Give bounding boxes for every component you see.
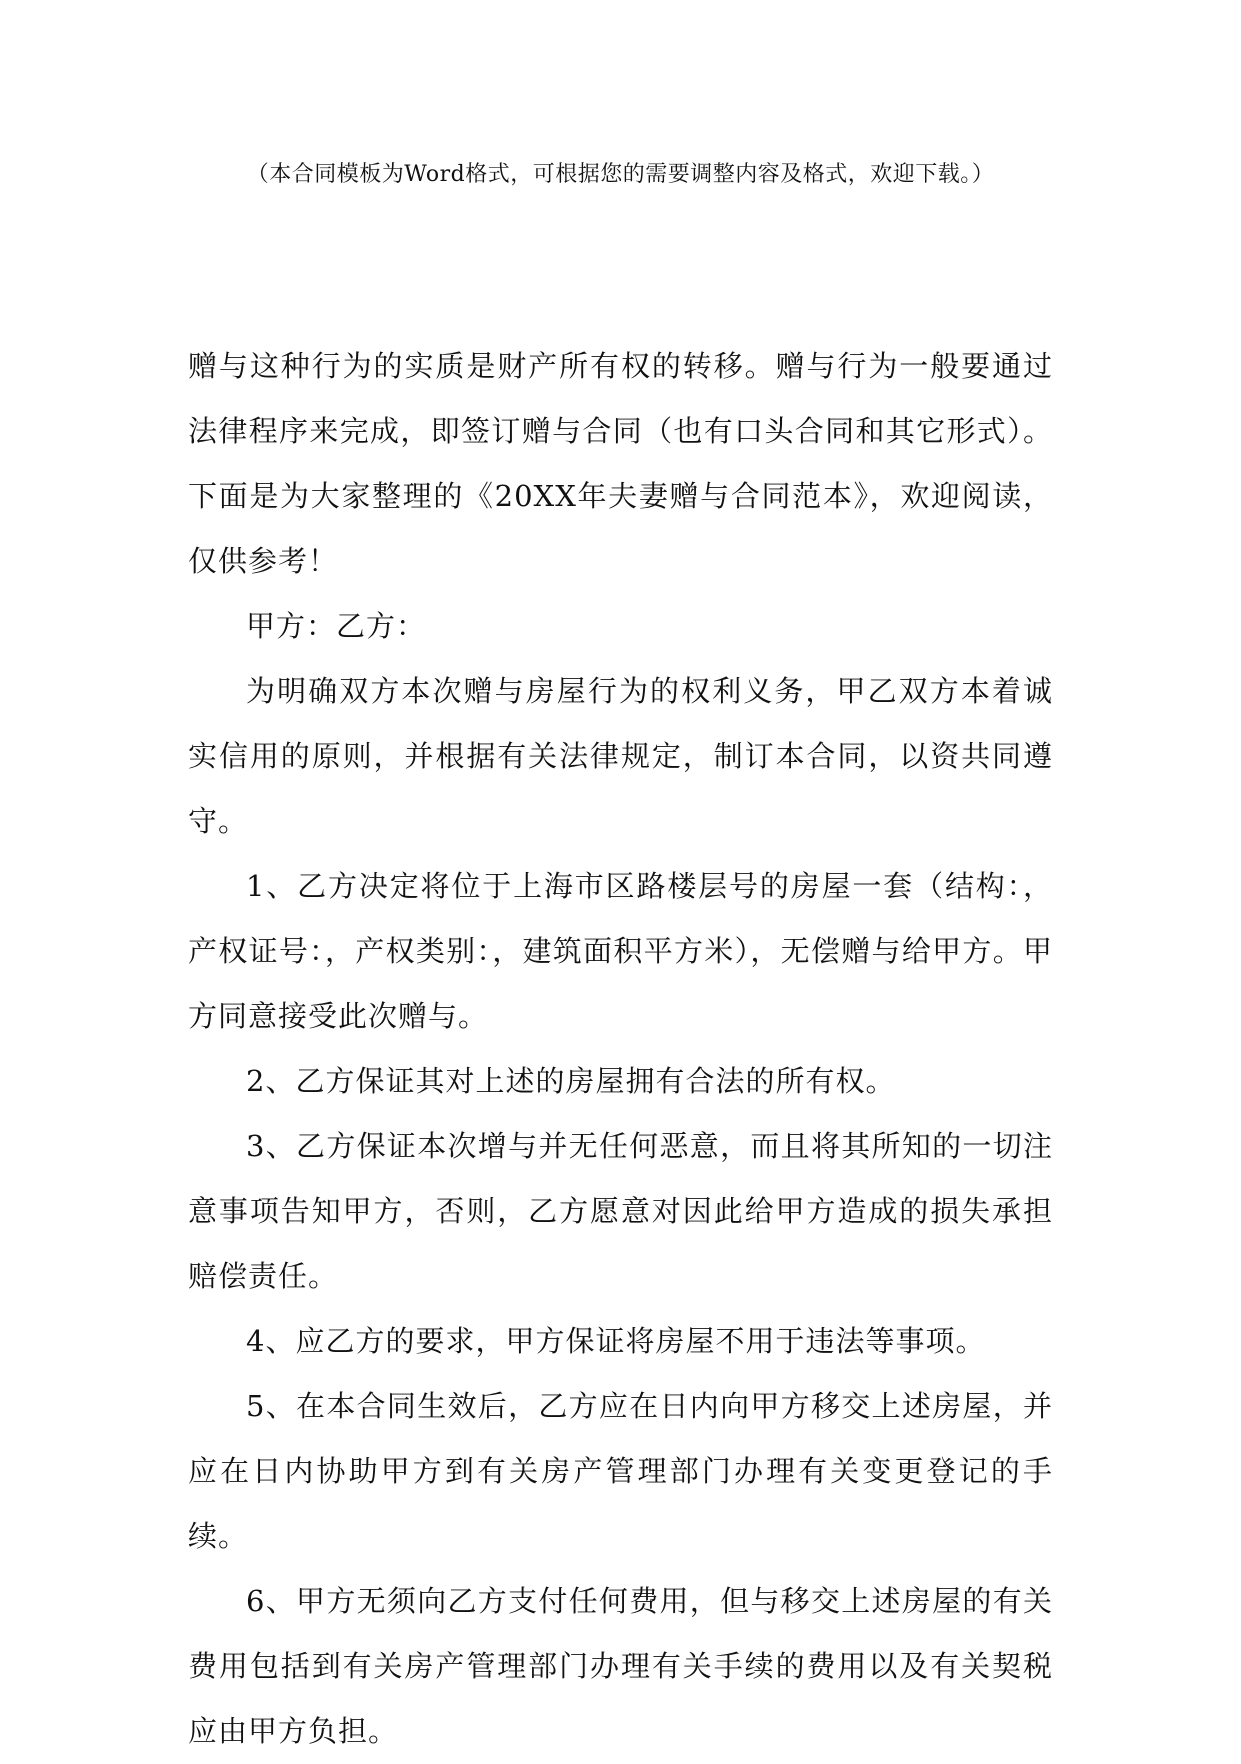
clause-6: 6、甲方无须向乙方支付任何费用，但与移交上述房屋的有关费用包括到有关房产管理部门办理有关手续的费用以及有关契税应由甲方负担。 bbox=[188, 1584, 1053, 1748]
contract-body bbox=[188, 334, 1053, 1764]
clause-5: 5、在本合同生效后，乙方应在日内向甲方移交上述房屋，并应在日内协助甲方到有关房产管理部门办理有关变更登记的手续。 bbox=[188, 1389, 1053, 1553]
intro-paragraph: 赠与这种行为的实质是财产所有权的转移。赠与行为一般要通过法律程序来完成，即签订赠与合同（也有口头合同和其它形式）。下面是为大家整理的《20XX年夫妻赠与合同范本》，欢迎阅读，仅供参考！ bbox=[188, 349, 1053, 578]
parties-line: 甲方：乙方： bbox=[246, 609, 427, 643]
clause-1: 1、乙方决定将位于上海市区路楼层号的房屋一套（结构：，产权证号：，产权类别：，建筑面积平方米），无偿赠与给甲方。甲方同意接受此次赠与。 bbox=[188, 869, 1053, 1033]
clause-2: 2、乙方保证其对上述的房屋拥有合法的所有权。 bbox=[246, 1064, 896, 1098]
clause-4: 4、应乙方的要求，甲方保证将房屋不用于违法等事项。 bbox=[246, 1324, 986, 1358]
clause-3: 3、乙方保证本次增与并无任何恶意，而且将其所知的一切注意事项告知甲方，否则，乙方愿意对因此给甲方造成的损失承担赔偿责任。 bbox=[188, 1129, 1053, 1293]
template-note: （本合同模板为Word格式，可根据您的需要调整内容及格式，欢迎下载。） bbox=[246, 162, 995, 187]
purpose-paragraph: 为明确双方本次赠与房屋行为的权利义务，甲乙双方本着诚实信用的原则，并根据有关法律规定，制订本合同，以资共同遵守。 bbox=[188, 674, 1053, 838]
